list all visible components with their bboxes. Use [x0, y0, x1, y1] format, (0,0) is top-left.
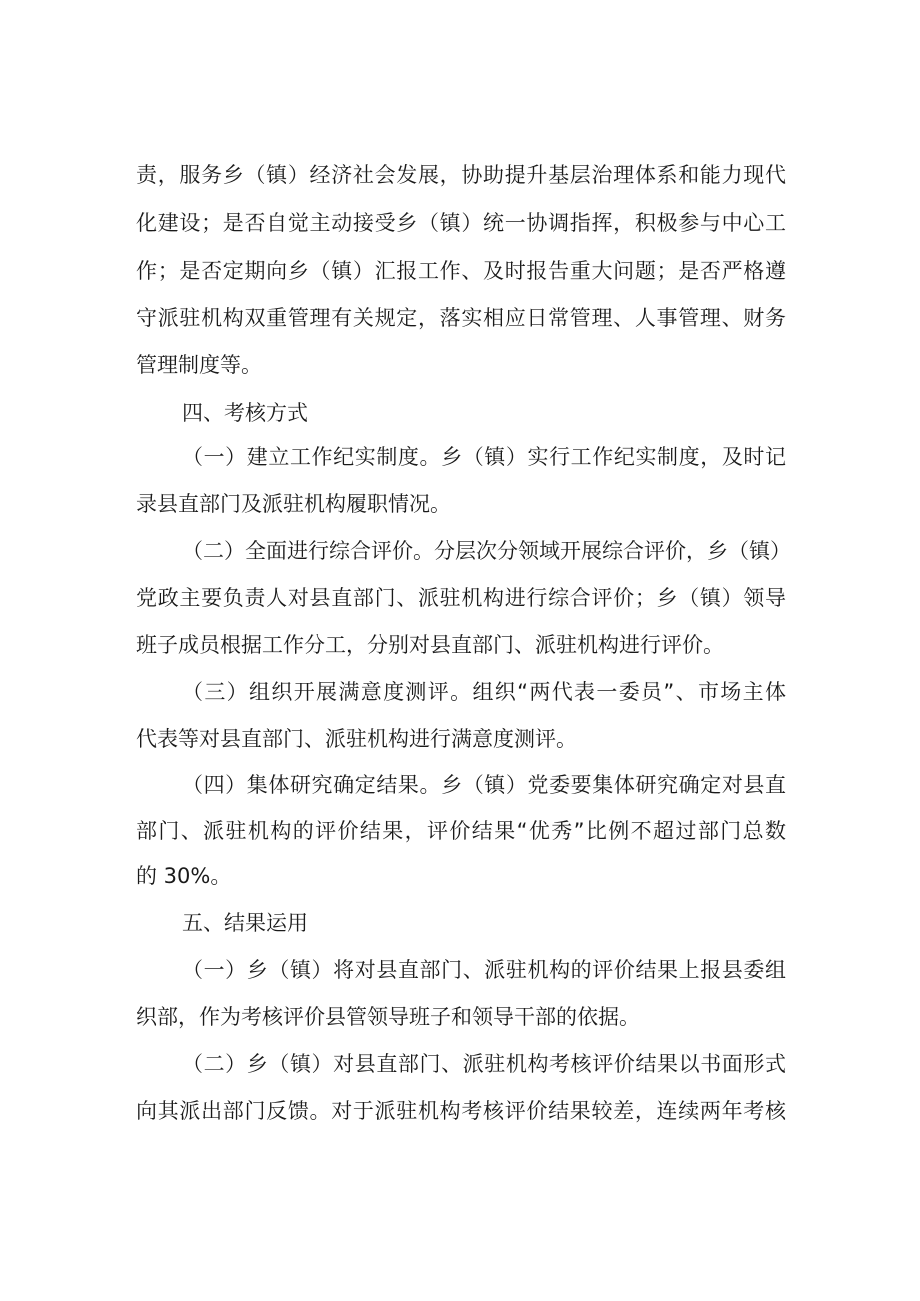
- section-heading-assessment-method: 四、考核方式: [182, 401, 308, 425]
- paragraph-line: （二）全面进行综合评价。分层次分领域开展综合评价，乡（镇）: [182, 539, 791, 563]
- paragraph-line: 班子成员根据工作分工，分别对县直部门、派驻机构进行评价。: [136, 633, 724, 657]
- paragraph-line: （一）建立工作纪实制度。乡（镇）实行工作纪实制度，及时记: [182, 445, 786, 469]
- paragraph-line: （一）乡（镇）将对县直部门、派驻机构的评价结果上报县委组: [182, 958, 786, 982]
- paragraph-line: 作；是否定期向乡（镇）汇报工作、及时报告重大问题；是否严格遵: [136, 259, 786, 283]
- paragraph-line: （二）乡（镇）对县直部门、派驻机构考核评价结果以书面形式: [182, 1052, 786, 1076]
- paragraph-line: 部门、派驻机构的评价结果，评价结果“优秀”比例不超过部门总数: [136, 819, 786, 843]
- paragraph-line: 向其派出部门反馈。对于派驻机构考核评价结果较差，连续两年考核: [136, 1099, 786, 1123]
- paragraph-line: 录县直部门及派驻机构履职情况。: [136, 492, 451, 516]
- section-heading-result-application: 五、结果运用: [182, 911, 308, 935]
- paragraph-line: 党政主要负责人对县直部门、派驻机构进行综合评价；乡（镇）领导: [136, 586, 786, 610]
- paragraph-line: （三）组织开展满意度测评。组织“两代表一委员”、市场主体: [182, 680, 786, 704]
- paragraph-line: 的 30%。: [136, 864, 232, 888]
- paragraph-line: 织部，作为考核评价县管领导班子和领导干部的依据。: [136, 1005, 640, 1029]
- paragraph-line: 管理制度等。: [136, 353, 262, 377]
- paragraph-line: 化建设；是否自觉主动接受乡（镇）统一协调指挥，积极参与中心工: [136, 211, 786, 235]
- paragraph-line: 守派驻机构双重管理有关规定，落实相应日常管理、人事管理、财务: [136, 306, 786, 330]
- paragraph-line: 代表等对县直部门、派驻机构进行满意度测评。: [136, 727, 577, 751]
- paragraph-line: 责，服务乡（镇）经济社会发展，协助提升基层治理体系和能力现代: [136, 163, 786, 187]
- paragraph-line: （四）集体研究确定结果。乡（镇）党委要集体研究确定对县直: [182, 773, 786, 797]
